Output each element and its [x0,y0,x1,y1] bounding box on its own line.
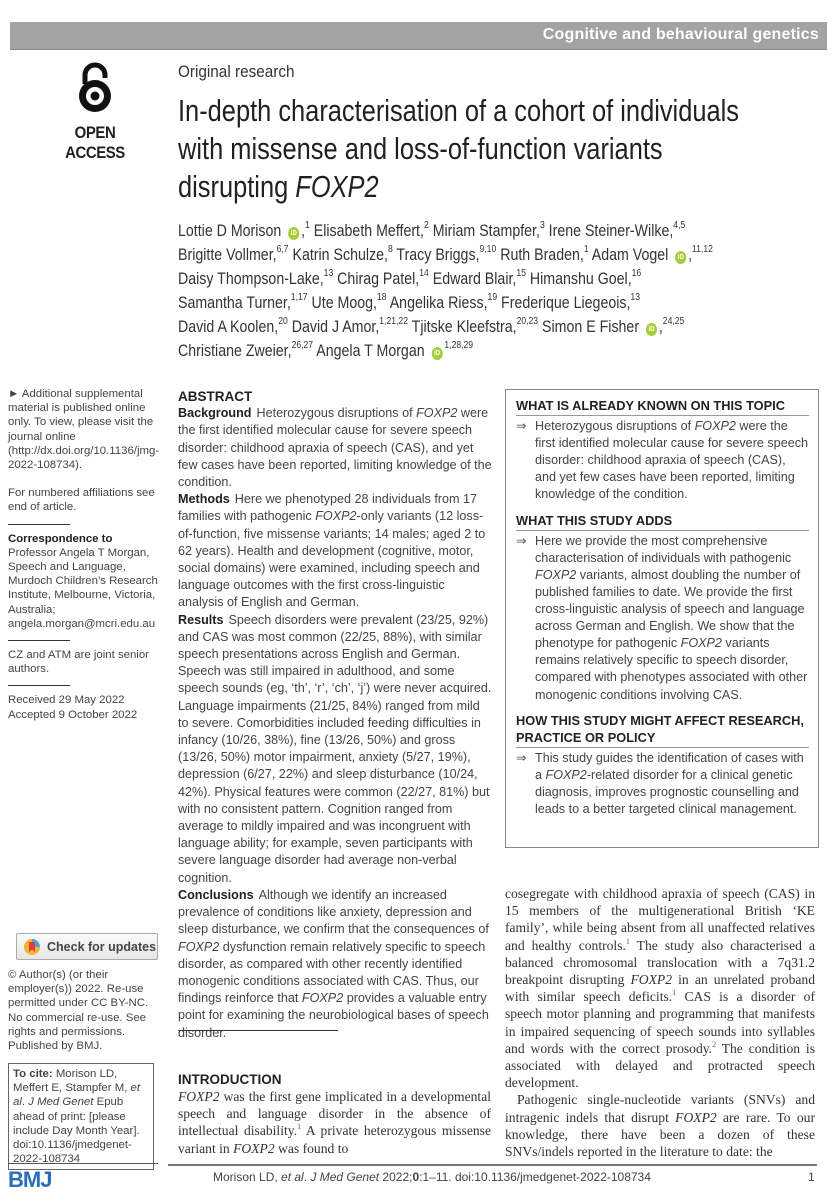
text-run: Morison LD, [213,1170,282,1184]
text-run: in an unrelated proband with similar speech deficits. [505,972,815,1005]
author-line [178,339,713,363]
italic-term: FOXP2 [630,972,673,988]
author[interactable] [396,246,496,264]
check-for-updates-button[interactable] [16,933,158,960]
author[interactable] [178,246,289,264]
correspondence-text: Professor Angela T Morgan, Speech and Language, Murdoch Children’s Research Institute, Melbourne, Victoria, Australia; angela.morgan@mcri.edu.au [8,546,158,630]
check-updates-label: Check for updates [47,939,157,954]
separator: , [483,294,488,312]
footer-citation [213,1170,651,1184]
separator: , [475,246,480,264]
separator: , [373,294,377,312]
check-updates-icon [23,938,41,956]
title-line [178,92,739,130]
author-name: Simon E Fisher [542,318,640,336]
text-run: Although we identify an increased prevalence of conditions like anxiety, depression and sleep disturbance, we confirm that the consequences of [178,887,489,937]
italic-term: FOXP2 [301,991,344,1006]
separator: , [512,270,517,288]
author[interactable] [178,294,308,312]
separator: , [415,270,420,288]
received-date: Received 29 May 2022 [8,694,125,707]
separator: , [512,318,517,336]
author[interactable] [312,294,387,312]
open-access-logo [40,62,150,163]
text-run: Morison LD, Meffert E, Stampfer M, [13,1068,131,1095]
separator: , [669,222,674,240]
text-run: Here we provide the most comprehensive characterisation of individuals with pathogenic [535,533,792,565]
author-name: Chirag Patel [337,270,416,288]
separator: , [287,342,292,360]
reference-link[interactable]: 1 [625,936,630,946]
author[interactable] [433,222,545,240]
separator: , [375,318,380,336]
italic-term: J Med Genet [28,1096,94,1109]
author-name: Himanshu Goel [529,270,628,288]
text-run: cosegregate with childhood apraxia of speech (CAS) in 15 members of the multigenerational British ‘KE family’, while being absent from all unaffected relatives and healthy controls. [505,886,815,953]
italic-term: et al [13,1082,141,1109]
abstract-section-heading: Results [178,612,224,627]
text-run: provides a valuable entry point for examining the neurobiological bases of speech disorder. [178,991,489,1040]
text-run: . [303,1170,311,1184]
correspondence-heading: Correspondence to [8,532,113,545]
key-box-item [516,533,809,704]
key-box-text [535,750,809,818]
affiliation-number: 13 [630,292,640,303]
bold-term: To cite: [13,1068,53,1080]
affiliation-number: 1,17 [290,292,308,303]
affiliation-number: 14 [419,268,429,279]
affiliation-number: 13 [323,268,334,279]
text-run: was found to [274,1140,349,1156]
separator: , [319,270,324,288]
text-run: were the first identified molecular cause for severe speech disorder: childhood apraxia of speech (CAS), and yet few cases have been reported, limiting knowledge of the condition. [178,406,492,490]
text-run: Here we phenotyped 28 individuals from 17 families with pathogenic [178,492,478,524]
author-name: Katrin Schulze [292,246,384,264]
key-box-item [516,750,809,818]
text-run: :1–11. doi:10.1136/jmedgenet-2022-108734 [419,1170,651,1184]
author-list [178,219,713,363]
orcid-icon[interactable]: iD [675,251,686,264]
separator: , [688,246,693,264]
italic-term: FOXP2 [416,406,458,421]
author-line [178,291,713,315]
introduction-section [178,1072,491,1157]
text-run: are rare. To our knowledge, there have been a dozen of these SNVs/indels reported in the literature to date: the [505,1109,816,1160]
author[interactable] [178,318,288,336]
supplemental-note[interactable]: ► Additional supplemental material is published online only. To view, please visit the journal online (http://dx.doi.org/10.1136/jmg-2022-108734). [8,388,160,472]
author-name: Tracy Briggs [396,246,476,264]
italic-term: FOXP2 [535,567,577,582]
text-run: The condition is associated with delayed and protracted speech development. [505,1040,815,1091]
separator: , [420,222,424,240]
affiliation-number: 16 [631,268,642,279]
text-run: . [21,1096,29,1109]
separator: , [535,222,540,240]
section-banner [10,22,827,50]
text-run: dysfunction remain relatively specific to speech disorder, as compared with other recently identified monogenic conditions associated with CAS. Thus, our findings reinforce that [178,939,486,1006]
text-run: were the first identified molecular cause for severe speech disorder: childhood apraxia of speech (CAS), and yet few cases have been reported, limiting knowledge of the condition. [535,419,808,502]
text-run: -related disorder for a clinical genetic diagnosis, improves prognostic counselling and leads to a better targeted clinical management. [535,767,799,817]
abstract-heading: ABSTRACT [178,389,253,404]
author[interactable] [178,222,310,240]
affiliation-number: 11,12 [692,244,713,255]
affiliation-number: 9,10 [479,244,497,255]
text-run: The study also characterised a balanced chromosomal translocation with a 7q31.2 breakpoint disrupting [505,937,815,988]
separator: , [286,294,291,312]
article-type: Original research [178,62,295,81]
author[interactable] [178,342,313,360]
author-name: David A Koolen [178,318,275,336]
author-name: Tjitske Kleefstra [411,318,513,336]
abstract-background [178,405,493,491]
separator: , [579,246,584,264]
open-lock-icon [75,62,115,114]
article-title [178,92,739,206]
sidebar-notes [8,387,158,722]
abstract-results [178,612,493,887]
joint-authors-note: CZ and ATM are joint senior authors. [8,649,149,676]
separator: , [658,318,663,336]
text-run: Heterozygous disruptions of [256,406,417,421]
author[interactable] [530,270,641,288]
bmj-logo [8,1163,158,1193]
affiliation-number: 19 [487,292,498,303]
reference-link[interactable]: 1 [297,1122,302,1132]
key-box-text [535,533,809,704]
text-run: variants, almost doubling the number of published families to date. We provide the first cross-linguistic analysis of speech and language across German and English. We show that the phenotype for pathogenic [535,567,805,651]
affiliation-number: 6,7 [276,244,289,255]
affiliation-number: 8 [387,244,393,255]
intro-paragraph [505,1091,815,1160]
bold-term: 0 [412,1170,420,1184]
separator: , [626,294,631,312]
abstract-methods [178,491,493,611]
abstract-section-heading: Background [178,406,252,421]
key-messages-box [505,389,819,848]
open-access-label: OPEN ACCESS [65,123,125,162]
reference-link[interactable]: 2 [712,1039,717,1049]
author-name: Irene Steiner-Wilke [548,222,670,240]
author[interactable] [293,246,393,264]
page-number: 1 [808,1170,815,1184]
separator: , [272,246,277,264]
text-run: variants remains relatively specific to speech disorder, compared with phenotypes associated with other monogenic conditions involving CAS. [535,636,808,702]
affiliation-number: 3 [539,220,545,231]
author-line [178,219,713,243]
accepted-date: Accepted 9 October 2022 [8,708,138,721]
affiliation-number: 4,5 [673,220,686,231]
text-run: A private heterozygous missense variant in [178,1123,491,1156]
intro-paragraph-continued [505,885,815,1091]
affiliation-number: 1,28,29 [444,340,474,351]
affiliation-number: 20 [278,316,288,327]
footer-divider [168,1164,817,1166]
author-name: Samantha Turner [178,294,287,312]
author[interactable] [500,246,588,264]
bmj-logo-text: BMJ [8,1167,52,1192]
intro-paragraph [178,1088,491,1157]
text-run: In-depth characterisation of a cohort of individuals [178,93,739,128]
affiliation-number: 26,27 [291,340,314,351]
orcid-icon[interactable]: iD [646,323,657,336]
author-name: Lottie D Morison [178,222,282,240]
affiliation-number: 1,21,22 [379,316,408,327]
affiliation-number: 24,25 [662,316,685,327]
separator: , [383,246,388,264]
italic-term: J Med Genet [310,1170,380,1184]
author-name: Christiane Zweier [178,342,288,360]
affiliation-number: 15 [516,268,526,279]
section-label: Cognitive and behavioural genetics [542,26,819,43]
introduction-heading: INTRODUCTION [178,1072,282,1087]
separator: , [301,222,306,240]
author[interactable] [316,342,473,360]
abstract-section-heading: Methods [178,492,230,507]
orcid-icon[interactable]: iD [431,347,442,360]
italic-term: FOXP2 [680,636,722,651]
author[interactable] [314,222,429,240]
key-box-text [535,418,809,503]
author-name: Adam Vogel [591,246,669,264]
text-run: Speech disorders were prevalent (23/25, 92%) and CAS was most common (22/25, 88%), with similar speech presentations across English and German. Speech was still impaired in adulthood, and some speech sounds (eg, ‘th’, ‘r’, ‘ch’, ‘j’) were never acquired. Language impairments (21/25, 84%) ranged from mild to severe. Comorbidities included feeding difficulties in infancy (10/26, 38%), fine (13/26, 50%) and gross (13/26, 50%) motor impairment, anxiety (5/27, 19%), depression (6/27, 22%) and sleep disturbance (10/24, 42%). Physical features were common (22/27, 81%) but with no consistent pattern. Cognition ranged from average to mildly impaired and was incongruent with language ability; for example, seven participants with severe language disorder had average non-verbal cognition. [178,612,492,885]
author-name: Daisy Thompson-Lake [178,270,320,288]
author[interactable] [433,270,526,288]
separator: , [274,318,279,336]
key-box-heading: WHAT THIS STUDY ADDS [516,512,809,531]
author-name: Edward Blair [432,270,513,288]
affiliation-number: 1 [305,220,310,231]
author[interactable] [337,270,429,288]
title-line [178,168,739,206]
abstract-section-heading: Conclusions [178,887,254,902]
author-name: Elisabeth Meffert [313,222,421,240]
author-name: Ruth Braden [500,246,580,264]
key-box-heading: HOW THIS STUDY MIGHT AFFECT RESEARCH, PRACTICE OR POLICY [516,712,809,748]
citation-box [8,1063,154,1170]
author[interactable] [178,270,333,288]
text-run: disrupting [178,169,296,204]
author[interactable] [501,294,640,312]
author[interactable] [292,318,408,336]
title-line [178,130,739,168]
author-line [178,267,713,291]
text-run: was the first gene implicated in a developmental speech and language disorder in the absence of intellectual disability. [178,1089,491,1139]
author[interactable] [412,318,538,336]
text-run: -only variants (12 loss-of-function, five missense variants; 14 males; aged 2 to 62 years). Health and development (cognitive, motor, social domains) were examined, including speech and language outcomes with the first cross-linguistic analysis of English and German. [178,509,486,610]
affiliation-number: 18 [376,292,387,303]
author-name: Frederique Liegeois [501,294,627,312]
divider [8,685,70,686]
text-run: Heterozygous disruptions of [535,419,695,434]
author[interactable] [390,294,497,312]
arrow-icon: ⇒ [516,419,527,434]
reference-link[interactable]: 1 [672,988,677,998]
key-box-heading: WHAT IS ALREADY KNOWN ON THIS TOPIC [516,397,809,416]
italic-term: FOXP2 [315,509,357,524]
affiliations-note: For numbered affiliations see end of article. [8,487,155,514]
copyright-note: © Author(s) (or their employer(s)) 2022. Re-use permitted under CC BY-NC. No commercial re-use. See rights and permissions. Published by BMJ. [8,969,149,1053]
italic-term: FOXP2 [178,1089,220,1104]
text-run: CAS is a disorder of speech motor planning and programming that manifests in impaired sequencing of speech sounds into syllables and words with the correct prosody. [505,989,816,1056]
text-run: Epub ahead of print: [please include Day Month Year]. doi:10.1136/jmedgenet-2022-108734 [13,1096,140,1166]
author-name: Miriam Stampfer [432,222,536,240]
arrow-icon: ⇒ [516,750,527,765]
divider [8,640,70,641]
author-name: Ute Moog [311,294,374,312]
author-name: Brigitte Vollmer [178,246,273,264]
affiliation-number: 20,23 [516,316,539,327]
text-run: 2022; [379,1170,413,1184]
italic-term: FOXP2 [295,169,379,204]
author[interactable] [592,246,713,264]
italic-term: FOXP2 [178,939,220,954]
author[interactable] [549,222,686,240]
right-column-text [505,885,815,1160]
italic-term: FOXP2 [545,767,587,782]
author-name: Angela T Morgan [316,342,425,360]
text-run: with missense and loss-of-function variants [178,131,663,166]
italic-term: FOXP2 [233,1140,275,1156]
author-name: Angelika Riess [389,294,484,312]
separator: , [627,270,632,288]
key-box-item [516,418,809,503]
italic-term: FOXP2 [675,1109,717,1125]
author-line [178,243,713,267]
affiliation-number: 2 [423,220,429,231]
abstract [178,388,493,1042]
divider [8,524,70,525]
orcid-icon[interactable]: iD [288,227,299,240]
author-name: David J Amor [291,318,376,336]
affiliation-number: 1 [583,244,589,255]
text-run: This study guides the identification of cases with a [535,750,804,782]
author[interactable] [542,318,684,336]
arrow-icon: ⇒ [516,533,527,548]
italic-term: et al [281,1170,304,1184]
abstract-conclusions [178,887,493,1042]
italic-term: FOXP2 [694,419,736,434]
author-line [178,315,713,339]
divider [178,1030,338,1031]
text-run: Pathogenic single-nucleotide variants (SNVs) and intragenic indels that disrupt [505,1092,815,1125]
